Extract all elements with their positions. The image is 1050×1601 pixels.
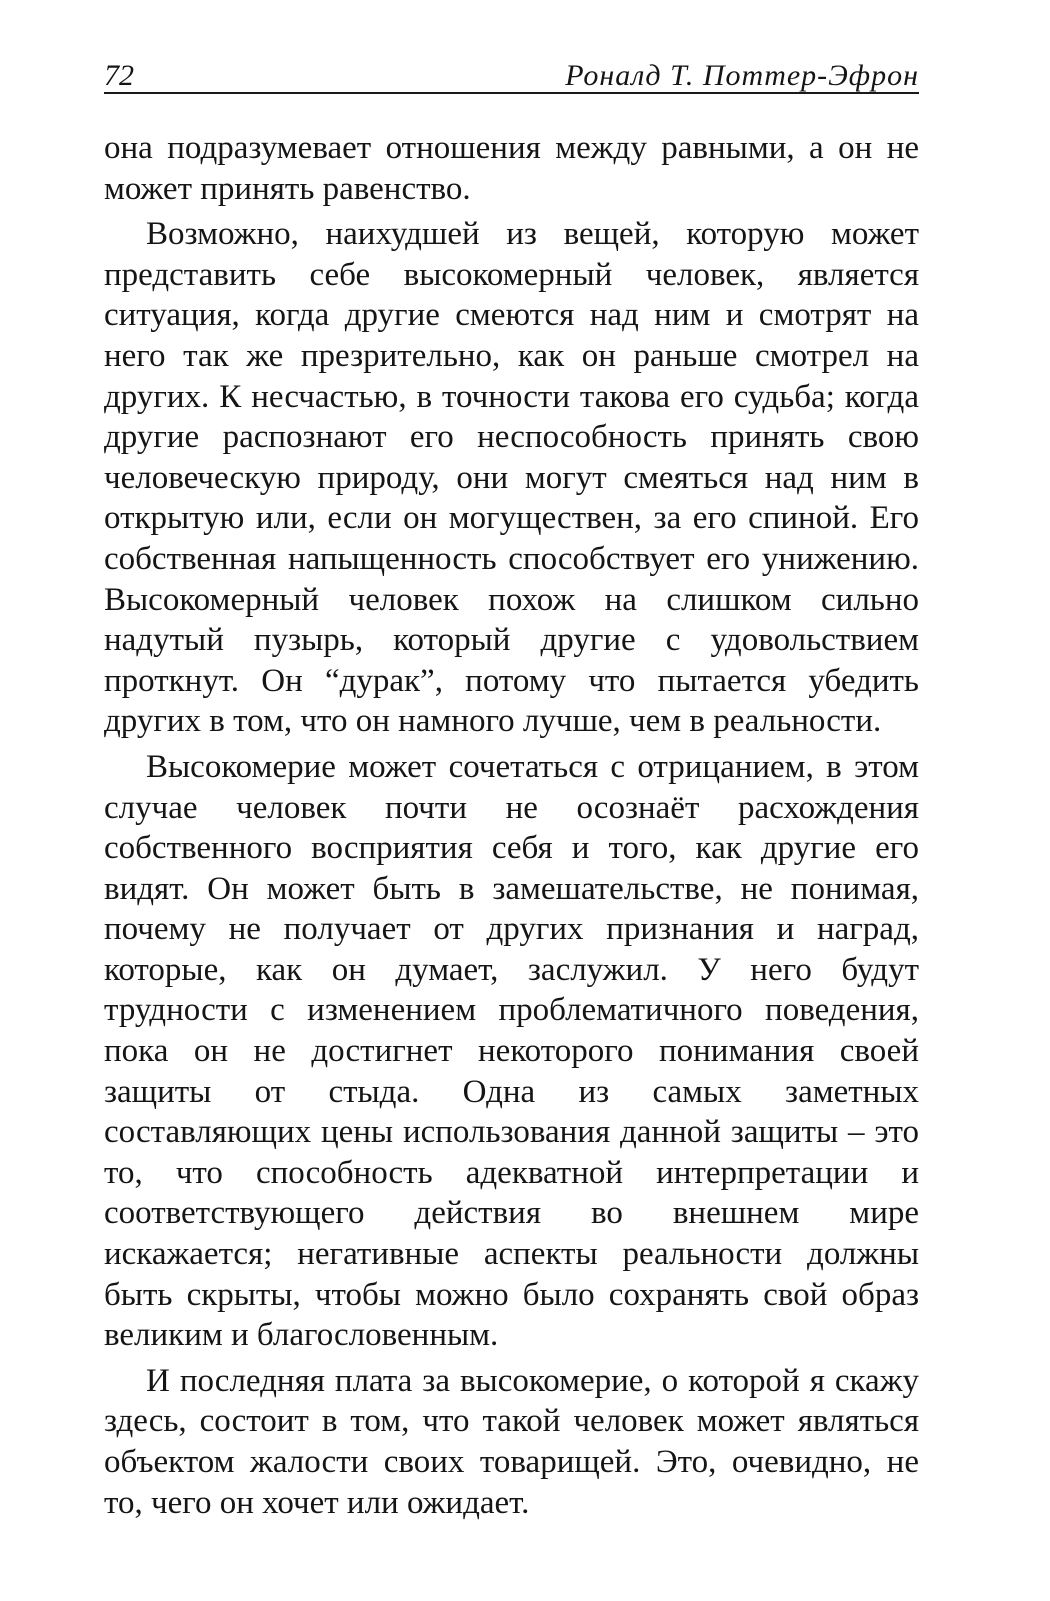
paragraph-3: Высокомерие может сочетаться с отрицанием, в этом случае человек почти не осознаёт расхождения собственного восприятия себя и того, как другие его видят. Он может быть в замешательстве, не понимая, почему не получает от других признания и наград, которые, как он думает, заслужил. У него будут трудности с изменением проблематичного поведения, пока он не достигнет некоторого понимания своей защиты от стыда. Одна из самых заметных составляющих цены использования данной защиты – это то, что способность адекватной интерпретации и соответствующего действия во внешнем мире искажается; негативные аспекты реальности должны быть скрыты, чтобы можно было сохранять свой образ великим и благословенным. xyxy=(104,748,919,1354)
running-title: Роналд Т. Поттер-Эфрон xyxy=(565,59,919,92)
page-number: 72 xyxy=(104,59,134,92)
running-header xyxy=(104,52,919,94)
paragraph-1: она подразумевает отношения между равными, а он не может принять равенство. xyxy=(104,130,919,207)
paragraph-2: Возможно, наихудшей из вещей, которую может представить себе высокомерный человек, является ситуация, когда другие смеются над ним и смотрят на него так же презрительно, как он раньше смотрел на других. К несчастью, в точности такова его судьба; когда другие распознают его неспособность принять свою человеческую природу, они могут смеяться над ним в открытую или, если он могуществен, за его спиной. Его собственная напыщенность способствует его унижению. Высокомерный человек похож на слишком сильно надутый пузырь, который другие с удовольствием проткнут. Он “дурак”, потому что пытается убедить других в том, что он намного лучше, чем в реальности. xyxy=(104,216,919,740)
body-text xyxy=(104,128,919,1523)
paragraph-4: И последняя плата за высокомерие, о которой я скажу здесь, состоит в том, что такой человек может являться объектом жалости своих товарищей. Это, очевидно, не то, чего он хочет или ожидает. xyxy=(104,1362,919,1521)
book-page xyxy=(104,52,919,1528)
